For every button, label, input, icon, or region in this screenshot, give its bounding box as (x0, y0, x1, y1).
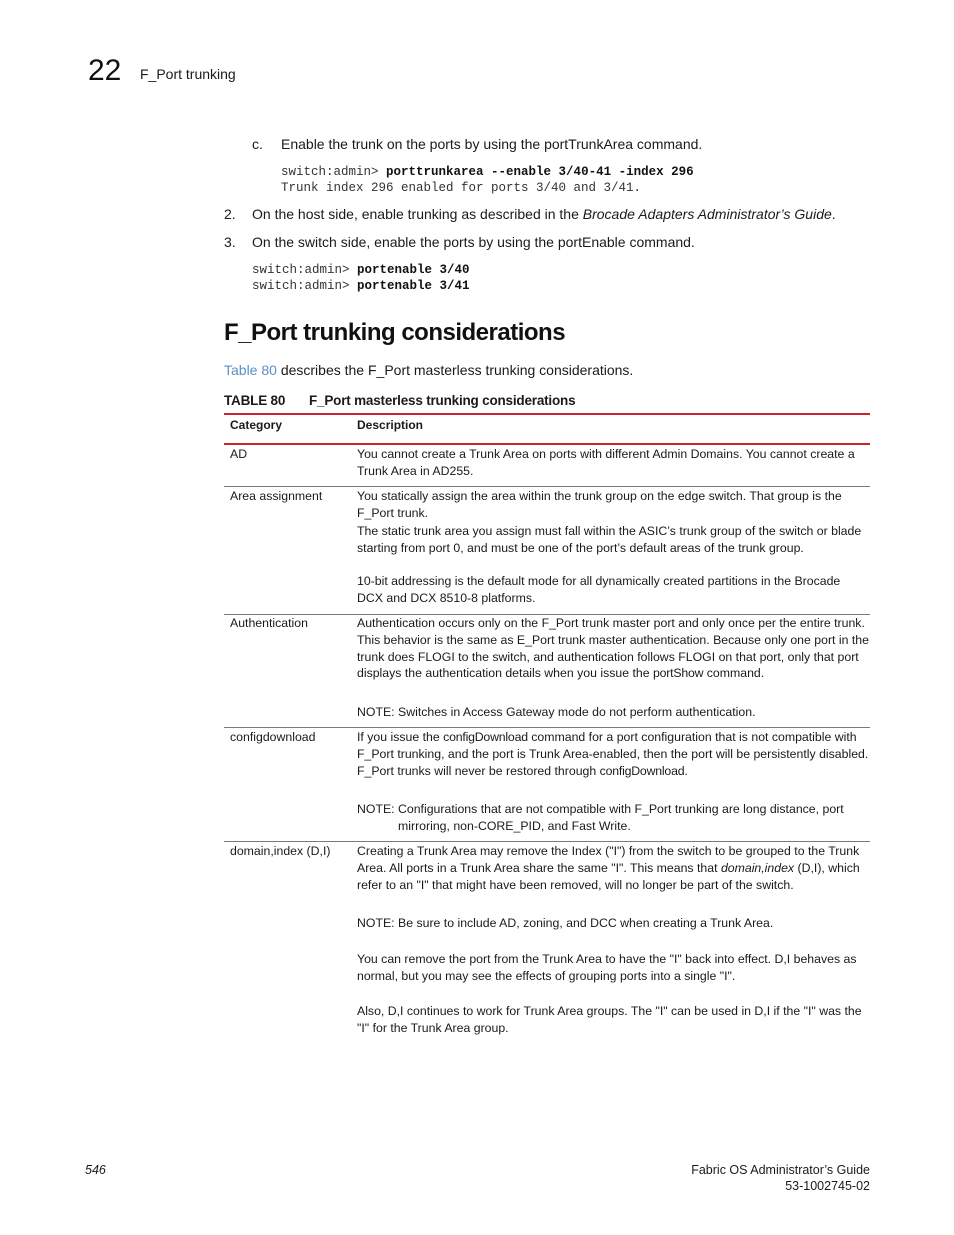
section-intro (224, 361, 633, 379)
section-heading: F_Port trunking considerations (224, 319, 566, 346)
row-area-p2: The static trunk area you assign must fall within the ASIC’s trunk group of the switch or blade starting from port 0, and must be one of the port’s default areas of the trunk group. (357, 524, 862, 555)
row-auth-p1-text: Authentication occurs only on the F_Port trunk master port and only once per the entire trunk. This behavior is the same as E_Port trunk master authentication. Because only one port in the trunk does FLOGI to the switch, and authentication follows FLOGI on that port, only that port displays the authentication details when you issue the (357, 616, 869, 681)
row-domain-p1-after: (D,I), which refer to an "I" that might have been removed, will no longer be part of the switch. (357, 860, 860, 892)
row-configdownload-category: configdownload (230, 730, 316, 744)
row-domain-p1-before: Creating a Trunk Area may remove the Index ("I") from the switch to be grouped to the Trunk Area. All ports in a Trunk Area share the same "I". This means that (357, 844, 860, 875)
chapter-title: F_Port trunking (140, 66, 236, 82)
row-configdownload-note-label: NOTE: (357, 802, 395, 816)
table-label: TABLE 80 (224, 393, 286, 408)
step-3-command: portEnable (557, 234, 626, 250)
table-top-rule (224, 413, 870, 415)
step-3-text-after: command. (625, 234, 695, 250)
row-domain-note-label: NOTE: (357, 916, 395, 930)
row-ad-category: AD (230, 447, 248, 461)
configdownload-command: configDownload (443, 730, 528, 744)
step-c-text-before: Enable the trunk on the ports by using the (281, 136, 545, 152)
row-area-category: Area assignment (230, 489, 323, 503)
table-header-rule (224, 443, 870, 445)
step-2-text-after: . (831, 206, 836, 222)
doc-number: 53-1002745-02 (785, 1179, 870, 1193)
step-3-marker: 3. (224, 234, 236, 250)
row-domain-note-text: Be sure to include AD, zoning, and DCC when creating a Trunk Area. (398, 916, 774, 930)
row-divider (224, 841, 870, 842)
code-command: porttrunkarea --enable 3/40-41 -index 296 (386, 165, 694, 179)
step-3-text-before: On the switch side, enable the ports by using the (252, 234, 558, 250)
step-2-marker: 2. (224, 206, 236, 222)
row-domain-p1-italic: domain,index (720, 860, 795, 875)
portshow-command: portShow (653, 666, 704, 681)
step-3-code-line2 (252, 278, 470, 294)
chapter-number: 22 (88, 54, 122, 87)
step-2-text (252, 205, 836, 223)
row-divider (224, 486, 870, 487)
row-domain-p2: You can remove the port from the Trunk Area to have the "I" back into effect. D,I behaves as normal, but you may see the effects of grouping ports into a single "I". (357, 952, 857, 983)
step-c-text-after: command. (633, 136, 703, 152)
code-command: portenable 3/41 (357, 279, 470, 293)
step-c-marker: c. (252, 136, 263, 152)
row-domain-category: domain,index (D,I) (230, 844, 331, 858)
table-80-link[interactable]: Table 80 (224, 362, 277, 378)
step-c-command: portTrunkArea (544, 136, 634, 152)
section-intro-text: describes the F_Port masterless trunking considerations. (276, 362, 634, 378)
step-c-code-output: Trunk index 296 enabled for ports 3/40 and 3/41. (281, 181, 642, 195)
row-divider (224, 727, 870, 728)
step-c-text (281, 135, 702, 153)
row-ad-description: You cannot create a Trunk Area on ports with different Admin Domains. You cannot create a Trunk Area in AD255. (357, 447, 855, 478)
column-header-description: Description (357, 418, 424, 432)
row-configdownload-p1 (357, 729, 869, 779)
row-auth-note-text: Switches in Access Gateway mode do not perform authentication. (398, 705, 756, 719)
code-prompt: switch:admin> (252, 263, 358, 277)
row-area-p1: You statically assign the area within the trunk group on the edge switch. That group is the F_Port trunk. (357, 489, 842, 520)
column-header-category: Category (230, 418, 283, 432)
code-command: portenable 3/40 (357, 263, 470, 277)
row-configdownload-p1-before: If you issue the (357, 730, 444, 744)
code-prompt: switch:admin> (252, 279, 358, 293)
step-c-code-line1 (281, 164, 694, 180)
configdownload-command: configDownload (599, 763, 685, 778)
page-number: 546 (85, 1163, 106, 1177)
row-auth-note-label: NOTE: (357, 705, 395, 719)
row-configdownload-p1-after: . (684, 763, 688, 778)
row-area-p3: 10-bit addressing is the default mode for all dynamically created partitions in the Brocade DCX and DCX 8510-8 platforms. (357, 574, 841, 605)
row-domain-p3: Also, D,I continues to work for Trunk Area groups. The "I" can be used in D,I if the "I" was the "I" for the Trunk Area group. (357, 1004, 862, 1035)
table-caption: F_Port masterless trunking considerations (309, 393, 576, 408)
step-3-code-line1 (252, 262, 470, 278)
step-2-guide-title: Brocade Adapters Administrator’s Guide (582, 206, 832, 222)
step-2-text-before: On the host side, enable trunking as described in the (252, 206, 583, 222)
book-title: Fabric OS Administrator’s Guide (691, 1163, 870, 1177)
row-configdownload-note-text: Configurations that are not compatible with F_Port trunking are long distance, port mirroring, non-CORE_PID, and Fast Write. (398, 802, 844, 833)
code-prompt: switch:admin> (281, 165, 387, 179)
row-auth-p1-after: command. (703, 666, 765, 681)
row-auth-category: Authentication (230, 616, 308, 630)
row-auth-p1 (357, 615, 869, 682)
row-configdownload-p1-middle: command for a port configuration that is not compatible with F_Port trunking, and the port is Trunk Area-enabled, then the port will be persistently disabled. F_Port trunks will never be restored through (357, 730, 869, 778)
row-domain-p1 (357, 843, 869, 893)
step-3-text (252, 233, 695, 251)
